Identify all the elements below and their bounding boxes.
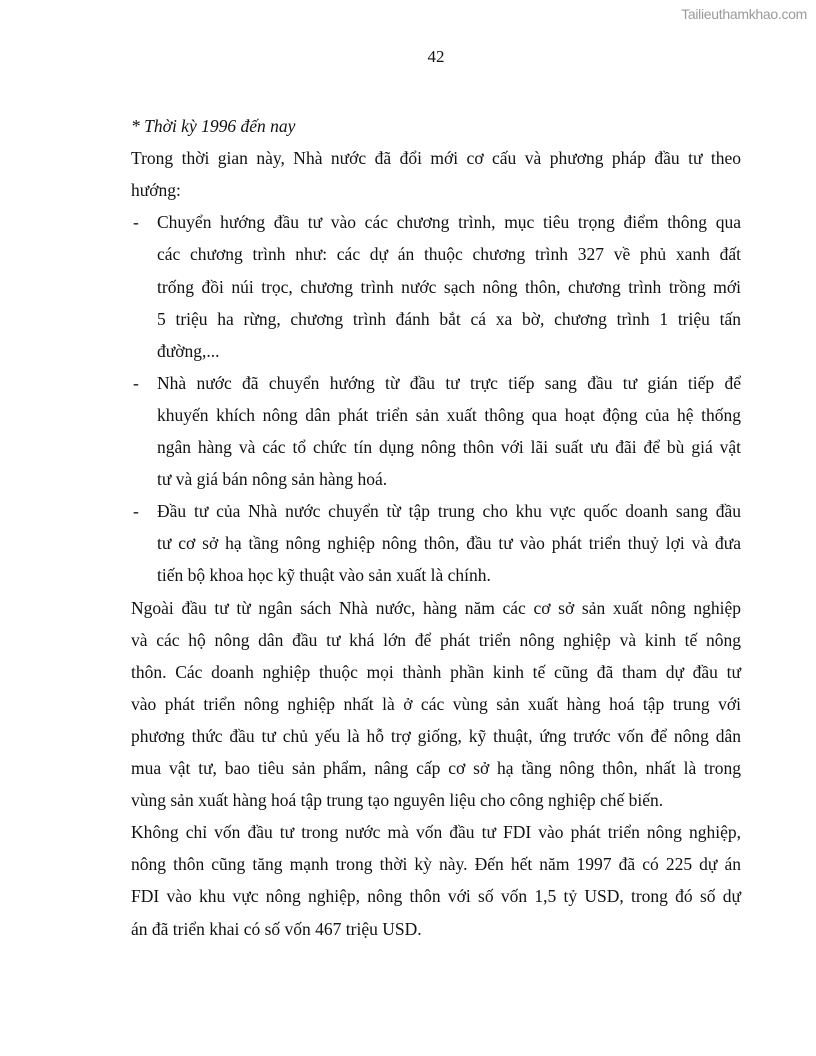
bullet-line: Chuyển hướng đầu tư vào các chương trình, mục tiêu trọng điểm thông qua [157,212,741,233]
bullet-line: Đầu tư của Nhà nước chuyển từ tập trung cho khu vực quốc doanh sang đầu [157,501,741,522]
paragraph-line: vùng sản xuất hàng hoá tập trung tạo nguyên liệu cho công nghiệp chế biến. [131,790,664,811]
bullet-marker: - [133,372,139,393]
paragraph-line: Không chỉ vốn đầu tư trong nước mà vốn đầu tư FDI vào phát triển nông nghiệp, [131,822,741,843]
paragraph-line: và các hộ nông dân đầu tư khá lớn để phát triển nông nghiệp và kinh tế nông [131,629,741,650]
bullet-line: khuyến khích nông dân phát triển sản xuất thông qua hoạt động của hệ thống [157,404,741,425]
bullet-line: tư cơ sở hạ tầng nông nghiệp nông thôn, đầu tư vào phát triển thuỷ lợi và đưa [157,533,741,554]
paragraph-line: Ngoài đầu tư từ ngân sách Nhà nước, hàng năm các cơ sở sản xuất nông nghiệp [131,597,741,618]
paragraph-line: nông thôn cũng tăng mạnh trong thời kỳ này. Đến hết năm 1997 đã có 225 dự án [131,854,741,875]
bullet-line: đường,... [157,340,220,361]
paragraph-line: Trong thời gian này, Nhà nước đã đổi mới cơ cấu và phương pháp đầu tư theo [131,148,741,169]
paragraph-line: vào phát triển nông nghiệp nhất là ở các vùng sản xuất hàng hoá tập trung với [131,693,741,714]
watermark: Tailieuthamkhao.com [681,6,807,22]
paragraph-line: mua vật tư, bao tiêu sản phẩm, nâng cấp cơ sở hạ tầng nông thôn, nhất là trong [131,758,741,778]
paragraph-line: phương thức đầu tư chủ yếu là hỗ trợ giống, kỹ thuật, ứng trước vốn để nông dân [131,725,741,746]
bullet-line: 5 triệu ha rừng, chương trình đánh bắt cá xa bờ, chương trình 1 triệu tấn [157,308,741,329]
paragraph-line: hướng: [131,180,181,201]
bullet-line: tư và giá bán nông sản hàng hoá. [157,469,388,490]
bullet-marker: - [133,501,139,522]
page-number: 42 [427,47,445,66]
bullet-line: trống đồi núi trọc, chương trình nước sạch nông thôn, chương trình trồng mới [157,276,741,297]
bullet-marker: - [133,212,139,233]
paragraph-line: FDI vào khu vực nông nghiệp, nông thôn với số vốn 1,5 tỷ USD, trong đó số dự [131,886,741,907]
bullet-line: ngân hàng và các tổ chức tín dụng nông thôn với lãi suất ưu đãi để bù giá vật [157,437,741,457]
bullet-line: tiến bộ khoa học kỹ thuật vào sản xuất là chính. [157,565,491,586]
paragraph-line: án đã triển khai có số vốn 467 triệu USD. [131,918,422,939]
bullet-line: các chương trình như: các dự án thuộc chương trình 327 về phủ xanh đất [157,244,741,265]
paragraph-line: thôn. Các doanh nghiệp thuộc mọi thành phần kinh tế cũng đã tham dự đầu tư [131,661,741,682]
bullet-line: Nhà nước đã chuyển hướng từ đầu tư trực tiếp sang đầu tư gián tiếp để [157,372,741,393]
section-heading: * Thời kỳ 1996 đến nay [131,116,296,136]
